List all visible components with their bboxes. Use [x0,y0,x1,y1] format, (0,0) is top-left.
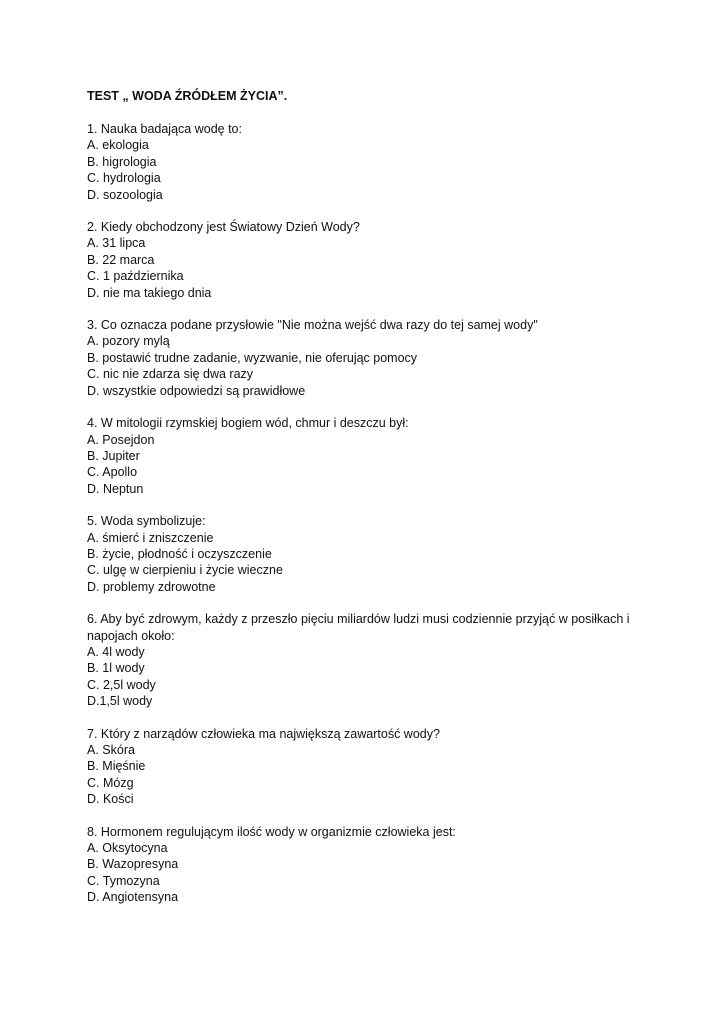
answer-option: B. Mięśnie [87,759,146,774]
answer-option: D. sozoologia [87,187,163,202]
question-block [87,121,647,203]
question-text: 3. Co oznacza podane przysłowie "Nie można wejść dwa razy do tej samej wody" [87,318,538,333]
answer-option: C. 2,5l wody [87,677,156,692]
answer-option: A. śmierć i zniszczenie [87,530,214,545]
answer-option: A. pozory mylą [87,334,170,349]
answer-option: C. 1 października [87,269,184,284]
question-block [87,317,647,399]
answer-option: C. Mózg [87,775,134,790]
question-block [87,611,647,709]
answer-option: D. Angiotensyna [87,890,179,905]
page-title: TEST „ WODA ŹRÓDŁEM ŻYCIA”. [87,89,288,103]
answer-option: A. Posejdon [87,432,155,447]
answer-option: A. Oksytocyna [87,841,168,856]
question-text: 6. Aby być zdrowym, każdy z przeszło pięciu miliardów ludzi musi codziennie przyjąć w posiłkach i napojach około: [87,612,630,643]
answer-option: A. 31 lipca [87,236,146,251]
answer-option: B. życie, płodność i oczyszczenie [87,546,272,561]
question-text: 4. W mitologii rzymskiej bogiem wód, chmur i deszczu był: [87,416,409,431]
answer-option: C. Tymozyna [87,873,160,888]
question-text: 7. Który z narządów człowieka ma największą zawartość wody? [87,726,440,741]
question-text: 8. Hormonem regulującym ilość wody w organizmie człowieka jest: [87,824,456,839]
answer-option: C. nic nie zdarza się dwa razy [87,367,254,382]
question-block [87,219,647,301]
answer-option: D.1,5l wody [87,694,153,709]
answer-option: A. ekologia [87,138,149,153]
question-block [87,726,647,808]
question-block [87,513,647,595]
answer-option: D. wszystkie odpowiedzi są prawidłowe [87,383,306,398]
question-block [87,415,647,497]
answer-option: D. problemy zdrowotne [87,579,216,594]
answer-option: B. Wazopresyna [87,857,179,872]
answer-option: C. ulgę w cierpieniu i życie wieczne [87,563,283,578]
question-text: 1. Nauka badająca wodę to: [87,122,242,136]
answer-option: C. Apollo [87,465,138,480]
answer-option: C. hydrologia [87,171,161,186]
answer-option: B. 22 marca [87,252,155,267]
answer-option: B. postawić trudne zadanie, wyzwanie, nie oferując pomocy [87,350,418,365]
answer-option: B. 1l wody [87,661,145,676]
answer-option: D. Kości [87,792,134,807]
document-content [87,88,647,922]
question-block [87,824,647,906]
answer-option: A. 4l wody [87,644,145,659]
answer-option: D. Neptun [87,481,144,496]
answer-option: B. Jupiter [87,448,140,463]
question-text: 2. Kiedy obchodzony jest Światowy Dzień Wody? [87,220,360,235]
answer-option: B. higrologia [87,154,157,169]
question-text: 5. Woda symbolizuje: [87,514,206,529]
answer-option: A. Skóra [87,743,135,757]
answer-option: D. nie ma takiego dnia [87,285,212,300]
